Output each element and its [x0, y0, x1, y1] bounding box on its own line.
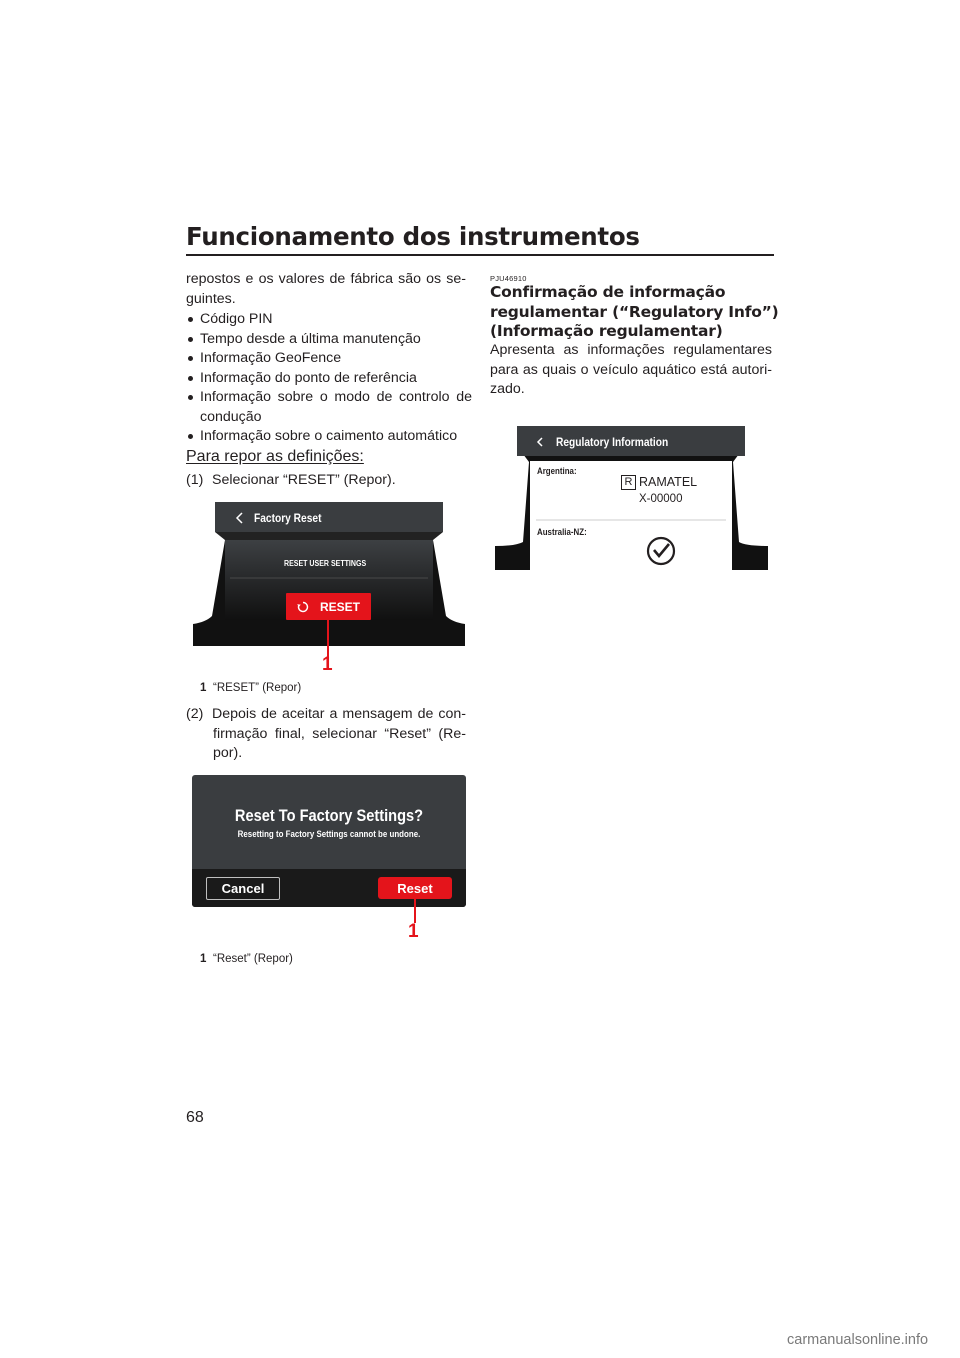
factory-reset-screen	[190, 500, 468, 648]
ramatel-r-icon: R	[621, 475, 636, 490]
page-title: Funcionamento dos instrumentos	[186, 222, 640, 251]
list-item: Informação GeoFence	[186, 349, 472, 369]
callout-line	[414, 896, 416, 923]
callout-line	[327, 617, 329, 657]
subheading-reset: Para repor as definições:	[186, 448, 364, 465]
page-number: 68	[186, 1109, 204, 1126]
label-australia-nz: Australia-NZ:	[537, 527, 587, 537]
intro-line-2: guintes.	[186, 291, 236, 307]
ramatel-text: RAMATEL	[639, 475, 698, 489]
regulatory-info-title: Regulatory Information	[556, 435, 669, 449]
page-header	[186, 222, 774, 256]
reset-confirm-button[interactable]: Reset	[378, 877, 452, 899]
section-code: PJU46910	[490, 274, 527, 283]
list-item: Informação do ponto de referência	[186, 369, 472, 389]
figure-caption-2: 1 “Reset” (Repor)	[200, 953, 293, 965]
list-item: Informação sobre o modo de controlo de	[186, 388, 472, 408]
callout-number: 1	[408, 921, 419, 942]
dialog-subtitle: Resetting to Factory Settings cannot be undone.	[237, 829, 421, 839]
dialog-title: Reset To Factory Settings?	[234, 806, 424, 825]
factory-reset-title: Factory Reset	[254, 511, 322, 525]
section-body: Apresenta as informações regulamentares para as quais o veículo aquático está autori- zado.	[490, 342, 772, 397]
step-1: (1) Selecionar “RESET” (Repor).	[186, 472, 396, 488]
cancel-button[interactable]: Cancel	[206, 877, 280, 900]
section-title: Confirmação de informação regulamentar (“Regulatory Info”) (Informação regulamentar)	[490, 283, 779, 340]
list-item: Código PIN	[186, 310, 472, 330]
header-rule	[186, 254, 774, 256]
intro-line-1: repostos e os valores de fábrica são os se-	[186, 271, 466, 287]
figure-caption-1: 1 “RESET” (Repor)	[200, 682, 302, 694]
list-item: Tempo desde a última manutenção	[186, 330, 472, 350]
reset-values-list	[186, 310, 472, 447]
reset-user-settings-label: RESET USER SETTINGS	[284, 559, 367, 568]
callout-number: 1	[322, 654, 333, 675]
label-argentina: Argentina:	[537, 466, 577, 476]
reset-arrow-icon	[297, 601, 309, 613]
reset-button[interactable]: RESET	[286, 593, 371, 620]
ramatel-code: X-00000	[639, 493, 683, 505]
list-item: Informação sobre o caimento automático	[186, 427, 472, 447]
watermark[interactable]: carmanualsonline.info	[787, 1332, 929, 1348]
step-2: (2) Depois de aceitar a mensagem de con- firmação final, selecionar “Reset” (Re- por).	[186, 706, 466, 761]
list-item-continuation: condução	[200, 408, 262, 425]
